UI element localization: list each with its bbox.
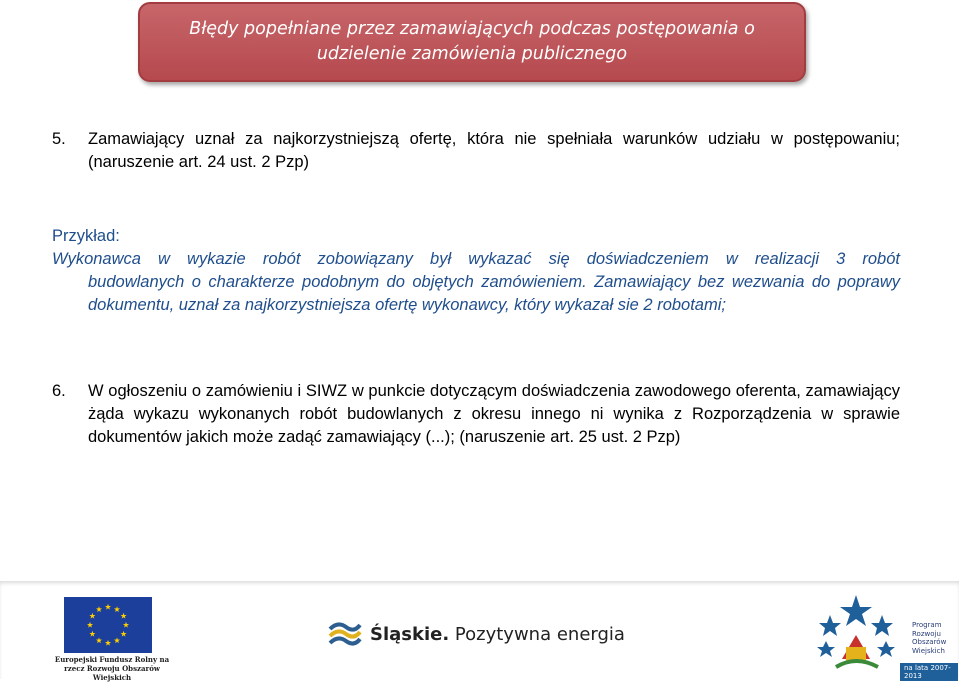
eu-star-icon	[96, 637, 102, 643]
eu-logo	[48, 595, 176, 682]
list-item-6	[52, 380, 900, 449]
list-item-text: Zamawiający uznał za najkorzystniejszą ofertę, która nie spełniała warunków udziału w postępowaniu; (naruszenie art. 24 ust. 2 Pzp)	[88, 130, 900, 171]
slask-slogan: Pozytywna energia	[454, 623, 625, 645]
eu-star-icon	[121, 631, 127, 637]
slask-wave-icon	[328, 619, 362, 649]
example-first-line: Wykonawca w wykazie robót zobowiązany był wykazać się doświadczeniem w realizacji 3 robót	[52, 250, 900, 268]
eu-flag-icon	[64, 597, 152, 653]
eu-star-icon	[96, 606, 102, 612]
eu-star-icon	[114, 637, 120, 643]
list-item-number: 5.	[52, 130, 66, 148]
list-item-text: W ogłoszeniu o zamówieniu i SIWZ w punkcie dotyczącym doświadczenia zawodowego oferenta, zamawiający żąda wykazu wykonanych robót budowlanych z okresu innego ni wynika z Rozporządzenia w sprawie dokumentów jakich może zadąć zamawiający (...); (naruszenie art. 25 ust. 2 Pzp)	[88, 382, 900, 446]
eu-star-icon	[121, 613, 127, 619]
eu-star-icon	[89, 631, 95, 637]
eu-star-icon	[87, 622, 93, 628]
eu-star-icon	[123, 622, 129, 628]
footer-logos	[0, 581, 959, 682]
prow-logo	[808, 589, 958, 679]
example-block	[52, 225, 900, 317]
eu-star-icon	[105, 604, 111, 610]
example-rest: budowlanych o charakterze podobnym do objętych zamówieniem. Zamawiający bez wezwania do poprawy dokumentu, uznał za najkorzystniejsza ofertę wykonawcy, który wykazał sie 2 robotami;	[88, 273, 900, 314]
slask-logo	[328, 619, 625, 649]
slide-title: Błędy popełniane przez zamawiających podczas postępowania o udzielenie zamówienia publicznego	[189, 19, 755, 64]
prow-emblem-icon	[808, 589, 904, 679]
eu-logo-caption: Europejski Fundusz Rolny na rzecz Rozwoju Obszarów Wiejskich	[54, 655, 170, 682]
example-body	[52, 248, 900, 317]
eu-star-icon	[114, 606, 120, 612]
prow-text: Program Rozwoju Obszarów Wiejskich	[912, 621, 947, 655]
eu-star-icon	[105, 640, 111, 646]
example-label: Przykład:	[52, 227, 120, 245]
list-item-5	[52, 128, 900, 174]
prow-years: na lata 2007-2013	[900, 663, 958, 681]
slask-brand: Śląskie.	[370, 623, 450, 645]
eu-star-icon	[89, 613, 95, 619]
slide-title-box	[138, 2, 806, 82]
list-item-number: 6.	[52, 382, 66, 400]
